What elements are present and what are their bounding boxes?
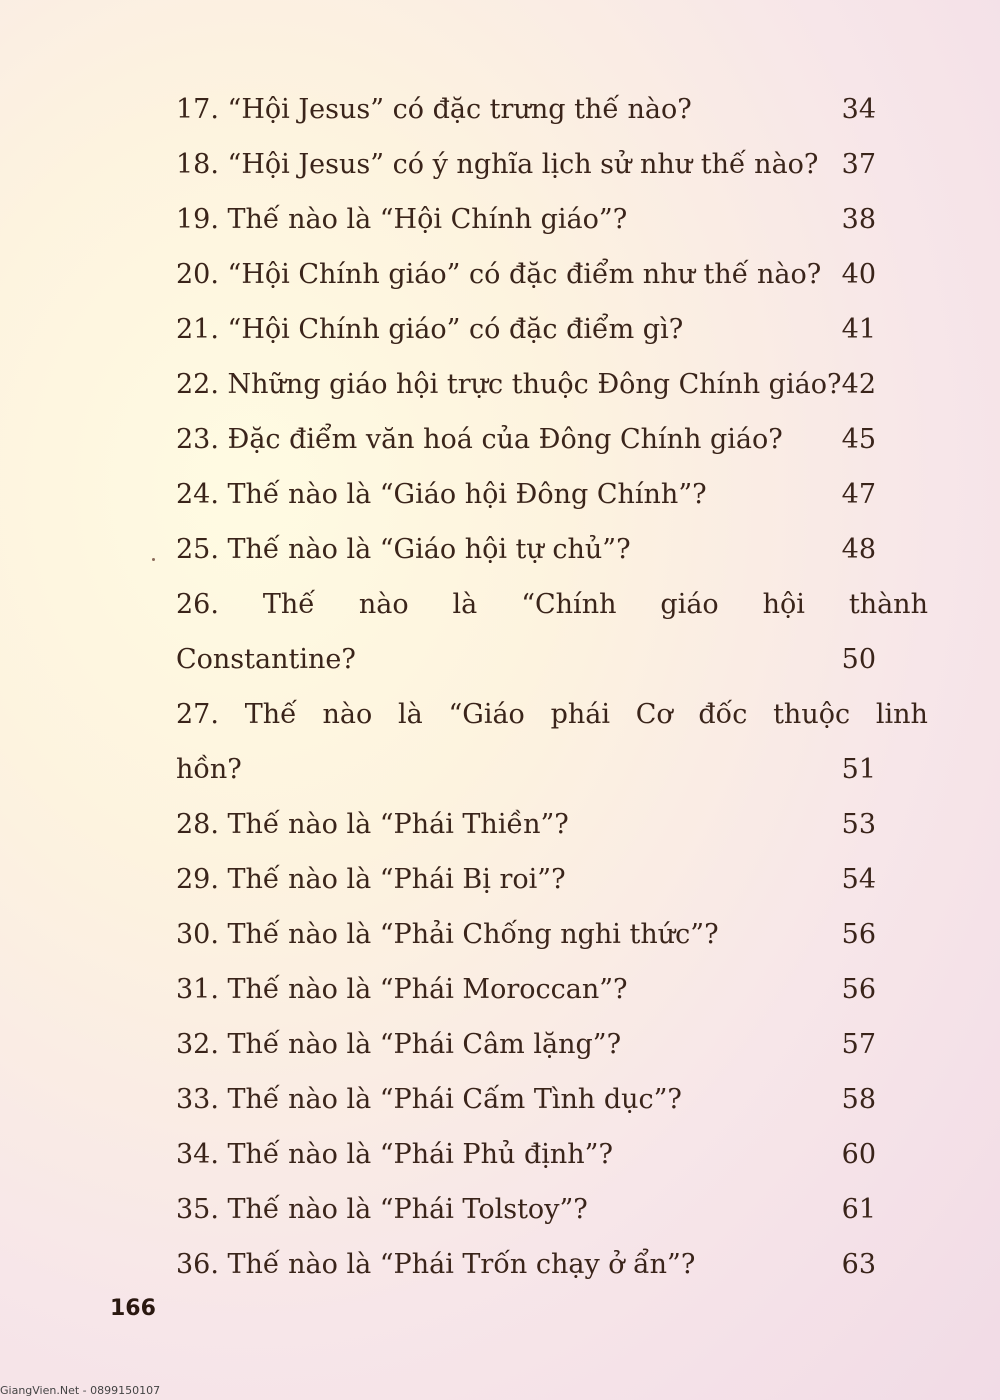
toc-entry-page: 54 bbox=[841, 864, 876, 895]
toc-entry bbox=[176, 470, 876, 520]
toc-entry-page: 34 bbox=[841, 94, 876, 125]
toc-entry-title: 30. Thế nào là “Phải Chống nghi thức”? bbox=[176, 919, 719, 950]
page-number: 166 bbox=[110, 1296, 156, 1321]
toc-entry-continuation: hồn? bbox=[176, 754, 242, 785]
toc-entry-page: 63 bbox=[841, 1249, 876, 1280]
toc-word: nào bbox=[358, 589, 409, 620]
toc-word: “Chính bbox=[521, 589, 617, 620]
toc-entry-title: 18. “Hội Jesus” có ý nghĩa lịch sử như thế nào? bbox=[176, 149, 819, 180]
toc-word: Thế bbox=[244, 699, 297, 730]
toc-entry bbox=[176, 1020, 876, 1070]
toc-entry bbox=[176, 1185, 876, 1235]
toc-entry-page: 37 bbox=[841, 149, 876, 180]
toc-entry bbox=[176, 1075, 876, 1125]
toc-entry-title: 25. Thế nào là “Giáo hội tự chủ”? bbox=[176, 534, 631, 565]
toc-entry bbox=[176, 140, 876, 190]
toc-word: Cơ bbox=[635, 699, 673, 730]
toc-entry-title: 24. Thế nào là “Giáo hội Đông Chính”? bbox=[176, 479, 707, 510]
toc-word: 26. bbox=[176, 589, 219, 620]
toc-entry bbox=[176, 800, 876, 850]
toc-entry-page: 41 bbox=[841, 314, 876, 345]
toc-entry-page: 45 bbox=[841, 424, 876, 455]
toc-entry-title: 28. Thế nào là “Phái Thiền”? bbox=[176, 809, 569, 840]
toc-entry-26-line2 bbox=[176, 635, 876, 685]
toc-entry-title: 31. Thế nào là “Phái Moroccan”? bbox=[176, 974, 628, 1005]
toc-entry bbox=[176, 525, 876, 575]
toc-entry-page: 47 bbox=[841, 479, 876, 510]
watermark: GiangVien.Net - 0899150107 bbox=[0, 1384, 161, 1397]
toc-word: đốc bbox=[698, 699, 748, 730]
toc-entry-title: 22. Những giáo hội trực thuộc Đông Chính giáo? bbox=[176, 369, 842, 400]
stray-dot bbox=[152, 558, 155, 561]
toc-word: thuộc bbox=[773, 699, 851, 730]
toc-entry bbox=[176, 195, 876, 245]
toc-word: linh bbox=[875, 699, 928, 730]
toc-word: phái bbox=[550, 699, 610, 730]
toc-entry-page: 42 bbox=[841, 369, 876, 400]
toc-entry-title: 23. Đặc điểm văn hoá của Đông Chính giáo? bbox=[176, 424, 783, 455]
toc-entry-title: 21. “Hội Chính giáo” có đặc điểm gì? bbox=[176, 314, 684, 345]
toc-entry-page: 40 bbox=[841, 259, 876, 290]
toc-word: Thế bbox=[262, 589, 315, 620]
toc-word: giáo bbox=[660, 589, 719, 620]
toc-word: 27. bbox=[176, 699, 219, 730]
toc-entry-title: 33. Thế nào là “Phái Cấm Tình dục”? bbox=[176, 1084, 682, 1115]
toc-entry-27-line1 bbox=[176, 690, 928, 740]
toc-entry-title: 20. “Hội Chính giáo” có đặc điểm như thế nào? bbox=[176, 259, 822, 290]
toc-word: là bbox=[452, 589, 478, 620]
toc-word: là bbox=[397, 699, 423, 730]
toc-entry-page: 56 bbox=[841, 919, 876, 950]
toc-entry bbox=[176, 250, 876, 300]
toc-entry-title: 36. Thế nào là “Phái Trốn chạy ở ẩn”? bbox=[176, 1249, 696, 1280]
toc-entry bbox=[176, 965, 876, 1015]
toc-entry-page: 38 bbox=[841, 204, 876, 235]
toc-word: thành bbox=[848, 589, 928, 620]
toc-entry-page: 50 bbox=[841, 644, 876, 675]
toc-entry-title: 19. Thế nào là “Hội Chính giáo”? bbox=[176, 204, 628, 235]
toc-entry-continuation: Constantine? bbox=[176, 644, 356, 675]
toc-entry-page: 61 bbox=[841, 1194, 876, 1225]
toc-entry-page: 51 bbox=[841, 754, 876, 785]
toc-entry-title: 29. Thế nào là “Phái Bị roi”? bbox=[176, 864, 566, 895]
toc-entry bbox=[176, 1130, 876, 1180]
toc-entry-page: 56 bbox=[841, 974, 876, 1005]
toc-entry-title: 34. Thế nào là “Phái Phủ định”? bbox=[176, 1139, 613, 1170]
toc-entry-title: 35. Thế nào là “Phái Tolstoy”? bbox=[176, 1194, 588, 1225]
toc-entry-26-line1 bbox=[176, 580, 928, 630]
toc-entry-page: 53 bbox=[841, 809, 876, 840]
toc-entry bbox=[176, 855, 876, 905]
toc-entry bbox=[176, 910, 876, 960]
toc-word: hội bbox=[762, 589, 805, 620]
toc-entry-27-line2 bbox=[176, 745, 876, 795]
toc-entry bbox=[176, 360, 876, 410]
toc-entry-page: 58 bbox=[841, 1084, 876, 1115]
toc-entry bbox=[176, 1240, 876, 1290]
toc-entry-page: 48 bbox=[841, 534, 876, 565]
toc-entry-page: 57 bbox=[841, 1029, 876, 1060]
toc-entry bbox=[176, 415, 876, 465]
toc-entry bbox=[176, 305, 876, 355]
toc-entry bbox=[176, 85, 876, 135]
toc-entry-page: 60 bbox=[841, 1139, 876, 1170]
toc-entry-title: 17. “Hội Jesus” có đặc trưng thế nào? bbox=[176, 94, 692, 125]
toc-word: nào bbox=[322, 699, 373, 730]
toc-word: “Giáo bbox=[448, 699, 525, 730]
toc-entry-title: 32. Thế nào là “Phái Câm lặng”? bbox=[176, 1029, 622, 1060]
